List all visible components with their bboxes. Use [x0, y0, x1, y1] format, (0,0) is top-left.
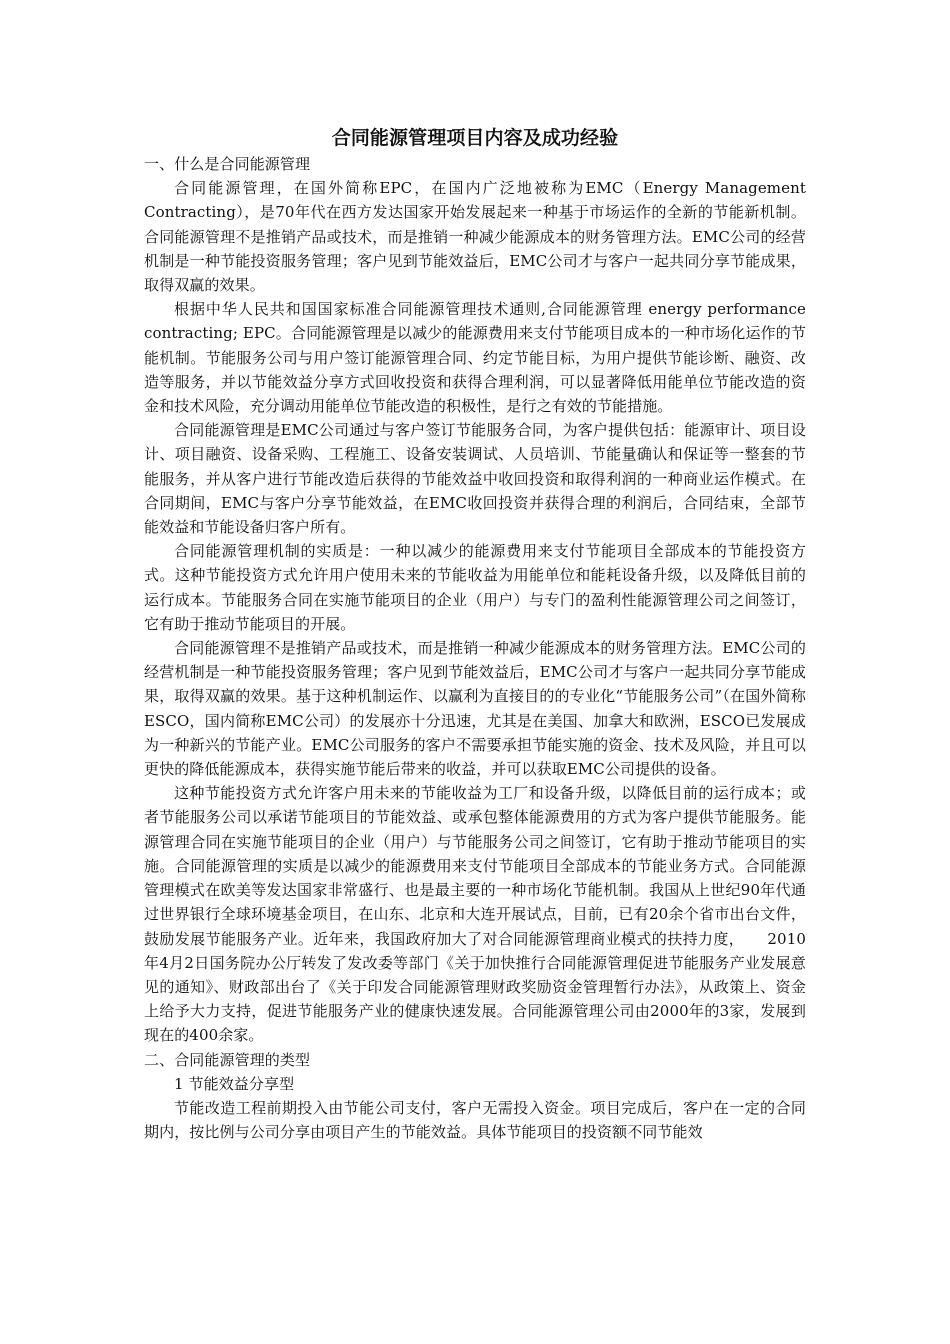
paragraph-6: 这种节能投资方式允许客户用未来的节能收益为工厂和设备升级，以降低目前的运行成本；或者节能服务公司以承诺节能项目的节能效益、或承包整体能源费用的方式为客户提供节能服务。能源管理合同在实施节能项目的企业（用户）与节能服务公司之间签订，它有助于推动节能项目的实施。合同能源管理的实质是以减少的能源费用来支付节能项目全部成本的节能业务方式。合同能源管理模式在欧美等发达国家非常盛行、也是最主要的一种市场化节能机制。我国从上世纪90年代通过世界银行全球环境基金项目，在山东、北京和大连开展试点，目前，已有20余个省市出台文件，鼓励发展节能服务产业。近年来，我国政府加大了对合同能源管理商业模式的扶持力度， 2010年4月2日国务院办公厅转发了发改委等部门《关于加快推行合同能源管理促进节能服务产业发展意见的通知》、财政部出台了《关于印发合同能源管理财政奖励资金管理暂行办法》，从政策上、资金上给予大力支持，促进节能服务产业的健康快速发展。合同能源管理公司由2000年的3家，发展到现在的400余家。: [144, 784, 806, 1045]
paragraph-2: 根据中华人民共和国国家标准合同能源管理技术通则,合同能源管理 energy performance contracting; EPC。合同能源管理是以减少的能源费用来支付节能项目成本的一种市场化运作的节能机制。节能服务公司与用户签订能源管理合同、约定节能目标，为用户提供节能诊断、融资、改造等服务，并以节能效益分享方式回收投资和获得合理利润，可以显著降低用能单位节能改造的资金和技术风险，充分调动用能单位节能改造的积极性，是行之有效的节能措施。: [144, 300, 806, 416]
paragraph-1: 合同能源管理，在国外简称EPC，在国内广泛地被称为EMC（Energy Management Contracting），是70年代在西方发达国家开始发展起来一种基于市场运作的全新的节能新机制。合同能源管理不是推销产品或技术，而是推销一种减少能源成本的财务管理方法。EMC公司的经营机制是一种节能投资服务管理；客户见到节能效益后，EMC公司才与客户一起共同分享节能成果，取得双赢的效果。: [144, 179, 806, 295]
document-page: [144, 118, 806, 1144]
paragraph-7: 节能改造工程前期投入由节能公司支付，客户无需投入资金。项目完成后，客户在一定的合同期内，按比例与公司分享由项目产生的节能效益。具体节能项目的投资额不同节能效: [144, 1098, 806, 1142]
subheading-1: 1 节能效益分享型: [174, 1074, 295, 1093]
paragraph-3: 合同能源管理是EMC公司通过与客户签订节能服务合同，为客户提供包括：能源审计、项目设计、项目融资、设备采购、工程施工、设备安装调试、人员培训、节能量确认和保证等一整套的节能服务，并从客户进行节能改造后获得的节能效益中收回投资和取得利润的一种商业运作模式。在合同期间，EMC与客户分享节能效益，在EMC收回投资并获得合理的利润后，合同结束，全部节能效益和节能设备归客户所有。: [144, 421, 806, 537]
section-heading-1: 一、什么是合同能源管理: [144, 155, 311, 173]
section-heading-2: 二、合同能源管理的类型: [144, 1050, 311, 1069]
paragraph-4: 合同能源管理机制的实质是：一种以减少的能源费用来支付节能项目全部成本的节能投资方式。这种节能投资方式允许用户使用未来的节能收益为用能单位和能耗设备升级，以及降低目前的运行成本。节能服务合同在实施节能项目的企业（用户）与专门的盈利性能源管理公司之间签订，它有助于推动节能项目的开展。: [144, 542, 806, 633]
document-title: 合同能源管理项目内容及成功经验: [331, 127, 619, 149]
paragraph-5: 合同能源管理不是推销产品或技术，而是推销一种减少能源成本的财务管理方法。EMC公司的经营机制是一种节能投资服务管理；客户见到节能效益后，EMC公司才与客户一起共同分享节能成果，取得双赢的效果。基于这种机制运作、以赢利为直接目的的专业化“节能服务公司”（在国外简称ESCO，国内简称EMC公司）的发展亦十分迅速，尤其是在美国、加拿大和欧洲，ESCO已发展成为一种新兴的节能产业。EMC公司服务的客户不需要承担节能实施的资金、技术及风险，并且可以更快的降低能源成本，获得实施节能后带来的收益，并可以获取EMC公司提供的设备。: [144, 639, 806, 779]
